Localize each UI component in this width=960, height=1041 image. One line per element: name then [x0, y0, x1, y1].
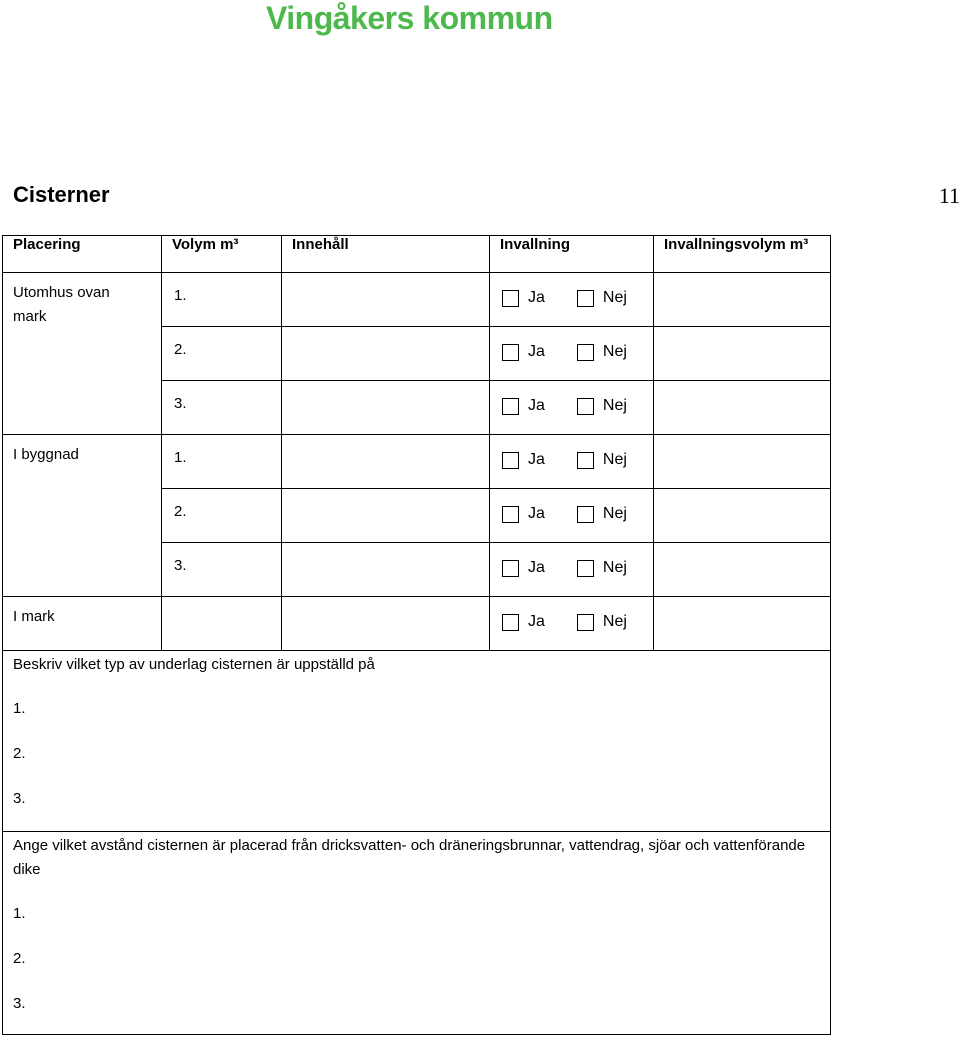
- avstand-section: [3, 832, 831, 1035]
- table-header-row: [3, 236, 831, 273]
- col-header-placering: Placering: [13, 236, 81, 253]
- nej-label: Nej: [602, 289, 627, 306]
- ja-checkbox[interactable]: [502, 560, 519, 577]
- list-item: 1.: [13, 700, 26, 717]
- innehall-field[interactable]: [282, 381, 490, 435]
- ja-checkbox[interactable]: [502, 452, 519, 469]
- nej-label: Nej: [602, 343, 627, 360]
- nej-checkbox[interactable]: [577, 344, 594, 361]
- underlag-field[interactable]: [3, 651, 831, 832]
- list-item: 3.: [13, 995, 26, 1012]
- table-row: [3, 273, 831, 327]
- nej-label: Nej: [602, 505, 627, 522]
- ja-label: Ja: [528, 289, 545, 306]
- nej-checkbox[interactable]: [577, 614, 594, 631]
- innehall-field[interactable]: [282, 489, 490, 543]
- row-number: 1.: [174, 449, 187, 466]
- location-label: Utomhus ovan mark: [13, 284, 110, 325]
- nej-checkbox[interactable]: [577, 290, 594, 307]
- innehall-field[interactable]: [282, 327, 490, 381]
- section-title: Cisterner: [13, 182, 110, 207]
- col-header-innehall: Innehåll: [292, 236, 349, 253]
- location-label: I mark: [13, 608, 55, 625]
- underlag-section: [3, 651, 831, 832]
- innehall-field[interactable]: [282, 273, 490, 327]
- list-item: 3.: [13, 790, 26, 807]
- nej-checkbox[interactable]: [577, 398, 594, 415]
- invallningsvolym-field[interactable]: [654, 543, 831, 597]
- row-number: 2.: [174, 341, 187, 358]
- innehall-field[interactable]: [282, 597, 490, 651]
- innehall-field[interactable]: [282, 543, 490, 597]
- nej-checkbox[interactable]: [577, 452, 594, 469]
- volym-field[interactable]: [162, 597, 282, 651]
- avstand-field[interactable]: [3, 832, 831, 1035]
- table-row: [3, 435, 831, 489]
- ja-checkbox[interactable]: [502, 398, 519, 415]
- invallningsvolym-field[interactable]: [654, 273, 831, 327]
- ja-label: Ja: [528, 343, 545, 360]
- invallningsvolym-field[interactable]: [654, 489, 831, 543]
- ja-checkbox[interactable]: [502, 506, 519, 523]
- ja-label: Ja: [528, 505, 545, 522]
- col-header-volym: Volym m³: [172, 236, 239, 253]
- page-number: 11: [938, 183, 960, 208]
- ja-label: Ja: [528, 613, 545, 630]
- col-header-invallning: Invallning: [500, 236, 571, 253]
- invallningsvolym-field[interactable]: [654, 327, 831, 381]
- location-label: I byggnad: [13, 446, 79, 463]
- underlag-question: Beskriv vilket typ av underlag cisternen är uppställd på: [13, 656, 375, 673]
- invallningsvolym-field[interactable]: [654, 597, 831, 651]
- ja-label: Ja: [528, 397, 545, 414]
- list-item: 1.: [13, 905, 26, 922]
- nej-label: Nej: [602, 397, 627, 414]
- ja-checkbox[interactable]: [502, 290, 519, 307]
- list-item: 2.: [13, 745, 26, 762]
- nej-label: Nej: [602, 613, 627, 630]
- nej-label: Nej: [602, 451, 627, 468]
- row-number: 3.: [174, 395, 187, 412]
- municipality-name: Vingåkers kommun: [266, 0, 553, 36]
- col-header-invallningsvolym: Invallningsvolym m³: [664, 236, 809, 253]
- nej-checkbox[interactable]: [577, 560, 594, 577]
- row-number: 2.: [174, 503, 187, 520]
- ja-label: Ja: [528, 451, 545, 468]
- innehall-field[interactable]: [282, 435, 490, 489]
- nej-checkbox[interactable]: [577, 506, 594, 523]
- avstand-question: Ange vilket avstånd cisternen är placerad från dricksvatten- och dräneringsbrunnar, vattendrag, sjöar och vattenförande dike: [13, 837, 806, 878]
- row-number: 3.: [174, 557, 187, 574]
- invallningsvolym-field[interactable]: [654, 435, 831, 489]
- list-item: 2.: [13, 950, 26, 967]
- invallningsvolym-field[interactable]: [654, 381, 831, 435]
- table-row: [3, 597, 831, 651]
- ja-label: Ja: [528, 559, 545, 576]
- nej-label: Nej: [602, 559, 627, 576]
- ja-checkbox[interactable]: [502, 614, 519, 631]
- row-number: 1.: [174, 287, 187, 304]
- ja-checkbox[interactable]: [502, 344, 519, 361]
- tank-table: [2, 235, 831, 1035]
